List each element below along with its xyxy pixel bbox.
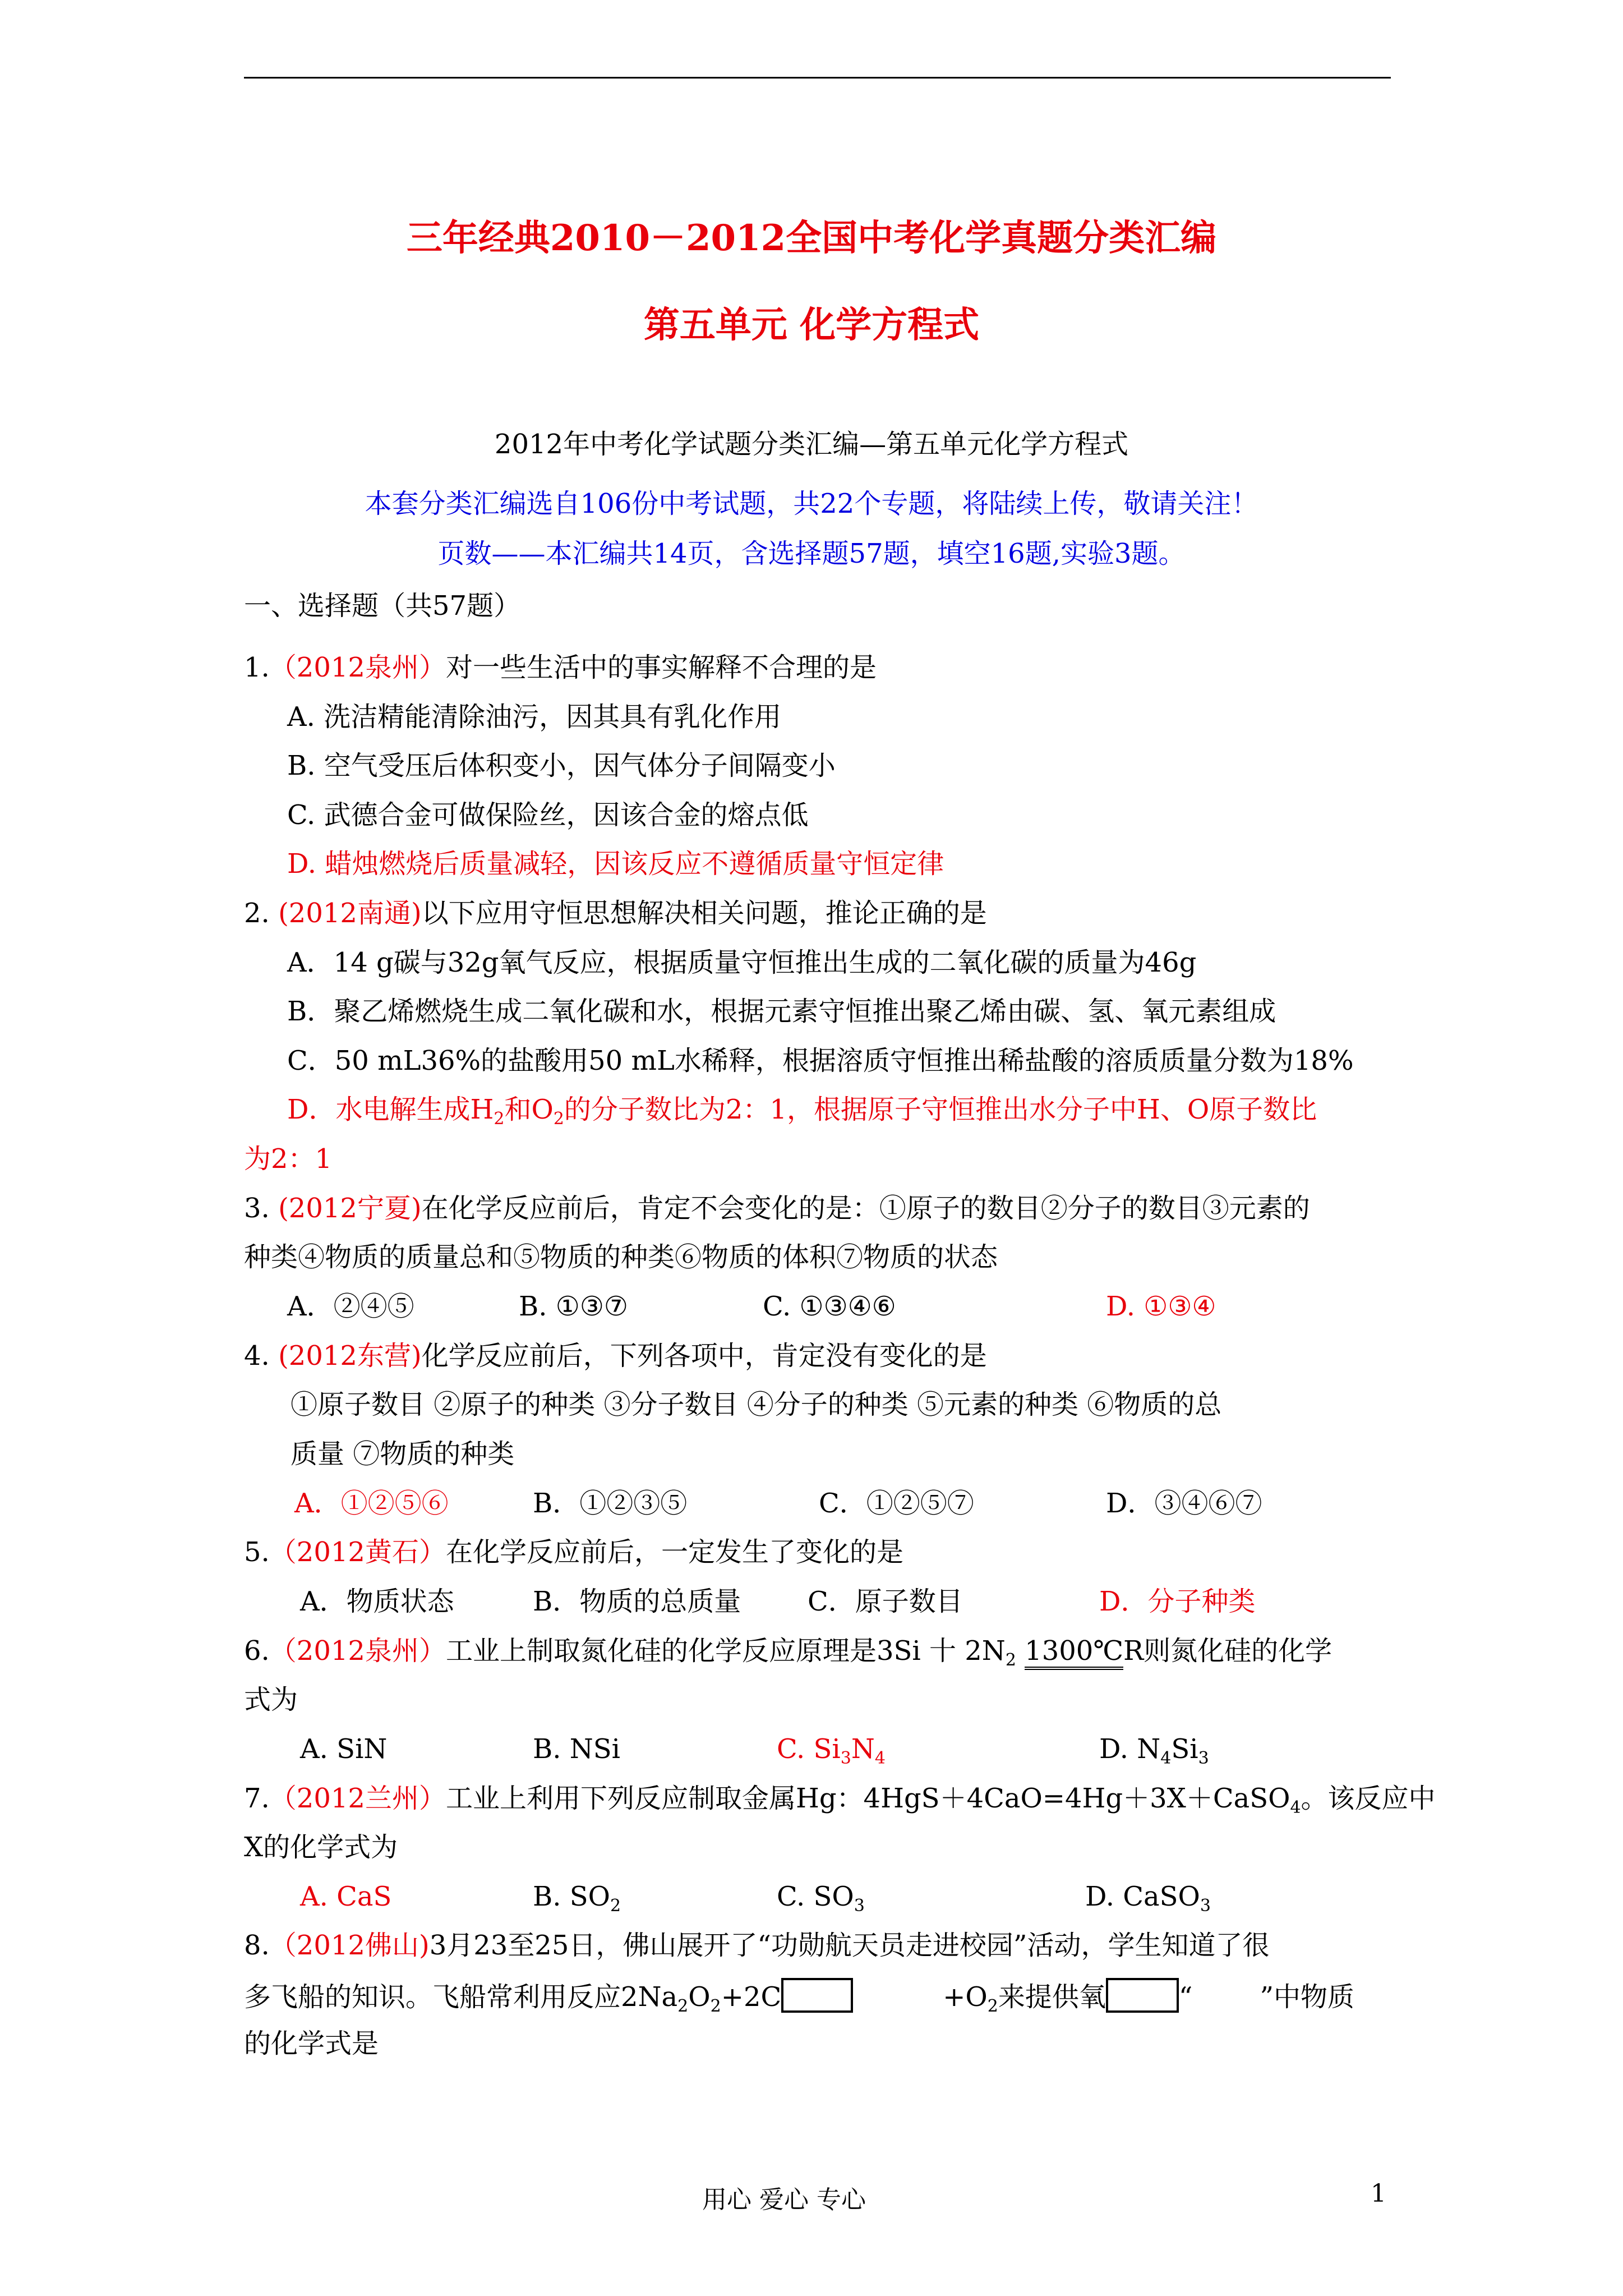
question-number: 2. [244,898,270,929]
footer-motto: 用心 爱心 专心 [702,2185,866,2214]
document-subtitle: 第五单元 化学方程式 [643,304,980,346]
q7-option-b [533,1880,621,1916]
text: +O [943,1981,988,2013]
question-source: （2012佛山) [269,1930,430,1961]
subscript: 2 [987,1996,998,2016]
answer-box [1106,1978,1179,2013]
text: O [688,1981,711,2013]
question-stem: 在化学反应前后，肯定不会变化的是：①原子的数目②分子的数目③元素的 [421,1193,1310,1224]
q2-option-a: A．14 g碳与32g氧气反应，根据质量守恒推出生成的二氧化碳的质量为46g [287,947,1197,978]
q3-option-b: B. ①③⑦ [519,1291,628,1322]
question-3 [244,1191,1310,1225]
question-number: 8. [244,1930,270,1961]
question-source: (2012东营) [278,1340,422,1372]
question-source: (2012南通) [278,898,422,929]
question-stem: 工业上制取氮化硅的化学反应原理是3Si 十 2N [445,1635,1006,1667]
question-stem: 。该反应中 [1301,1783,1436,1814]
question-8 [244,1929,1269,1962]
q6-stem-continued: 式为 [244,1684,298,1715]
q5-option-c: C．原子数目 [808,1586,963,1617]
text: N [851,1733,875,1765]
text: “ [1178,1981,1193,2013]
q4-option-a-answer: A．①②⑤⑥ [294,1488,449,1519]
question-stem: 在化学反应前后，一定发生了变化的是 [445,1536,903,1568]
subscript: 4 [1290,1798,1301,1818]
page-number: 1 [1371,2179,1386,2208]
q8-line-3: 的化学式是 [244,2028,379,2059]
question-number: 3. [244,1193,270,1224]
question-source: （2012泉州） [269,652,446,683]
q1-option-d-answer: D. 蜡烛燃烧后质量减轻，因该反应不遵循质量守恒定律 [287,848,944,880]
q7-option-d [1085,1880,1211,1916]
text: +2C [721,1981,782,2013]
subscript: 3 [1198,1749,1209,1768]
question-6 [244,1634,1332,1668]
question-number: 4. [244,1340,270,1372]
question-5 [244,1535,903,1569]
question-stem: R则氮化硅的化学 [1123,1635,1332,1667]
question-number: 6. [244,1635,270,1667]
q1-option-b: B. 空气受压后体积变小，因气体分子间隔变小 [287,750,836,781]
question-source: （2012黄石） [269,1536,446,1568]
q8-line-2 [244,1978,1354,2014]
q3-option-d-answer: D. ①③④ [1106,1291,1216,1322]
q4-items-line-1: ①原子数目 ②原子的种类 ③分子数目 ④分子的种类 ⑤元素的种类 ⑥物质的总 [291,1389,1222,1420]
q6-option-c-answer [777,1732,886,1766]
text: 来提供氧 [998,1981,1106,2013]
question-4 [244,1339,987,1373]
subscript: 2 [677,1996,689,2016]
answer-box [781,1978,853,2013]
question-stem: 化学反应前后，下列各项中，肯定没有变化的是 [421,1340,987,1372]
text: 多飞船的知识。飞船常利用反应2Na [244,1981,678,2013]
document-title: 三年经典2010－2012全国中考化学真题分类汇编 [406,217,1217,259]
text: Si [1171,1733,1198,1765]
intro-line-2: 本套分类汇编选自106份中考试题，共22个专题，将陆续上传，敬请关注！ [365,488,1258,519]
q3-option-a: A．②④⑤ [287,1291,414,1322]
question-source: （2012兰州） [269,1783,446,1814]
intro-line-3: 页数——本汇编共14页，含选择题57题，填空16题,实验3题。 [437,538,1186,569]
question-number: 5. [244,1536,270,1568]
q3-option-c: C. ①③④⑥ [763,1291,896,1322]
q6-option-d [1099,1732,1209,1766]
q2-option-d-continued: 为2：1 [244,1143,333,1175]
q4-option-d: D．③④⑥⑦ [1106,1488,1262,1519]
text: C. SO [777,1881,854,1912]
question-number: 7. [244,1783,270,1814]
question-2 [244,896,987,930]
q2-option-d-answer [287,1093,1317,1129]
q5-option-b: B．物质的总质量 [533,1586,741,1617]
text: 的分子数比为2：1，根据原子守恒推出水分子中H、O原子数比 [564,1094,1317,1125]
question-number: 1. [244,652,270,683]
text: D. CaSO [1085,1881,1200,1912]
subscript: 2 [610,1896,621,1916]
intro-line-1: 2012年中考化学试题分类汇编—第五单元化学方程式 [494,429,1129,460]
q6-option-b: B. NSi [533,1733,621,1765]
section-heading: 一、选择题（共57题） [244,590,521,622]
text: B. SO [533,1881,611,1912]
question-stem: 以下应用守恒思想解决相关问题，推论正确的是 [421,898,987,929]
question-stem: 3月23至25日，佛山展开了“功勋航天员走进校园”活动，学生知道了很 [429,1930,1270,1961]
text: C. Si [777,1733,841,1765]
q7-stem-continued: X的化学式为 [244,1832,398,1863]
question-1 [244,651,877,684]
q4-option-b: B．①②③⑤ [533,1488,688,1519]
q2-option-c: C．50 mL36%的盐酸用50 mL水稀释，根据溶质守恒推出稀盐酸的溶质质量分数为18% [287,1045,1354,1076]
subscript: 2 [494,1109,505,1129]
q4-items-line-2: 质量 ⑦物质的种类 [291,1438,515,1470]
subscript: 3 [854,1896,865,1916]
subscript: 4 [1160,1749,1172,1768]
q1-option-a: A. 洗洁精能清除油污，因其具有乳化作用 [287,701,782,733]
text: ”中物质 [1260,1981,1354,2013]
question-stem: 工业上利用下列反应制取金属Hg：4HgS＋4CaO=4Hg＋3X＋CaSO [445,1783,1290,1814]
header-rule [244,77,1391,79]
question-source: （2012泉州） [269,1635,446,1667]
text: D. N [1099,1733,1161,1765]
text: 和O [504,1094,554,1125]
subscript: 2 [553,1109,564,1129]
q2-option-b: B．聚乙烯燃烧生成二氧化碳和水，根据元素守恒推出聚乙烯由碳、氢、氧元素组成 [287,996,1276,1027]
q7-option-c [777,1880,865,1916]
q5-option-d-answer: D．分子种类 [1099,1586,1256,1617]
q1-option-c: C. 武德合金可做保险丝，因该合金的熔点低 [287,799,809,831]
text: D．水电解生成H [287,1094,494,1125]
q6-option-a: A. SiN [300,1733,388,1765]
q5-option-a: A．物质状态 [300,1586,454,1617]
question-7 [244,1782,1436,1818]
reaction-condition: 1300℃ [1025,1635,1123,1670]
q3-stem-continued: 种类④物质的质量总和⑤物质的种类⑥物质的体积⑦物质的状态 [244,1241,998,1273]
q4-option-c: C．①②⑤⑦ [819,1488,974,1519]
subscript: 3 [840,1749,851,1768]
question-source: (2012宁夏) [278,1193,422,1224]
subscript: 2 [710,1996,721,2016]
q7-option-a-answer: A. CaS [300,1881,392,1912]
question-stem: 对一些生活中的事实解释不合理的是 [445,652,877,683]
subscript: 4 [874,1749,886,1768]
subscript: 3 [1200,1896,1211,1916]
subscript: 2 [1005,1650,1016,1670]
